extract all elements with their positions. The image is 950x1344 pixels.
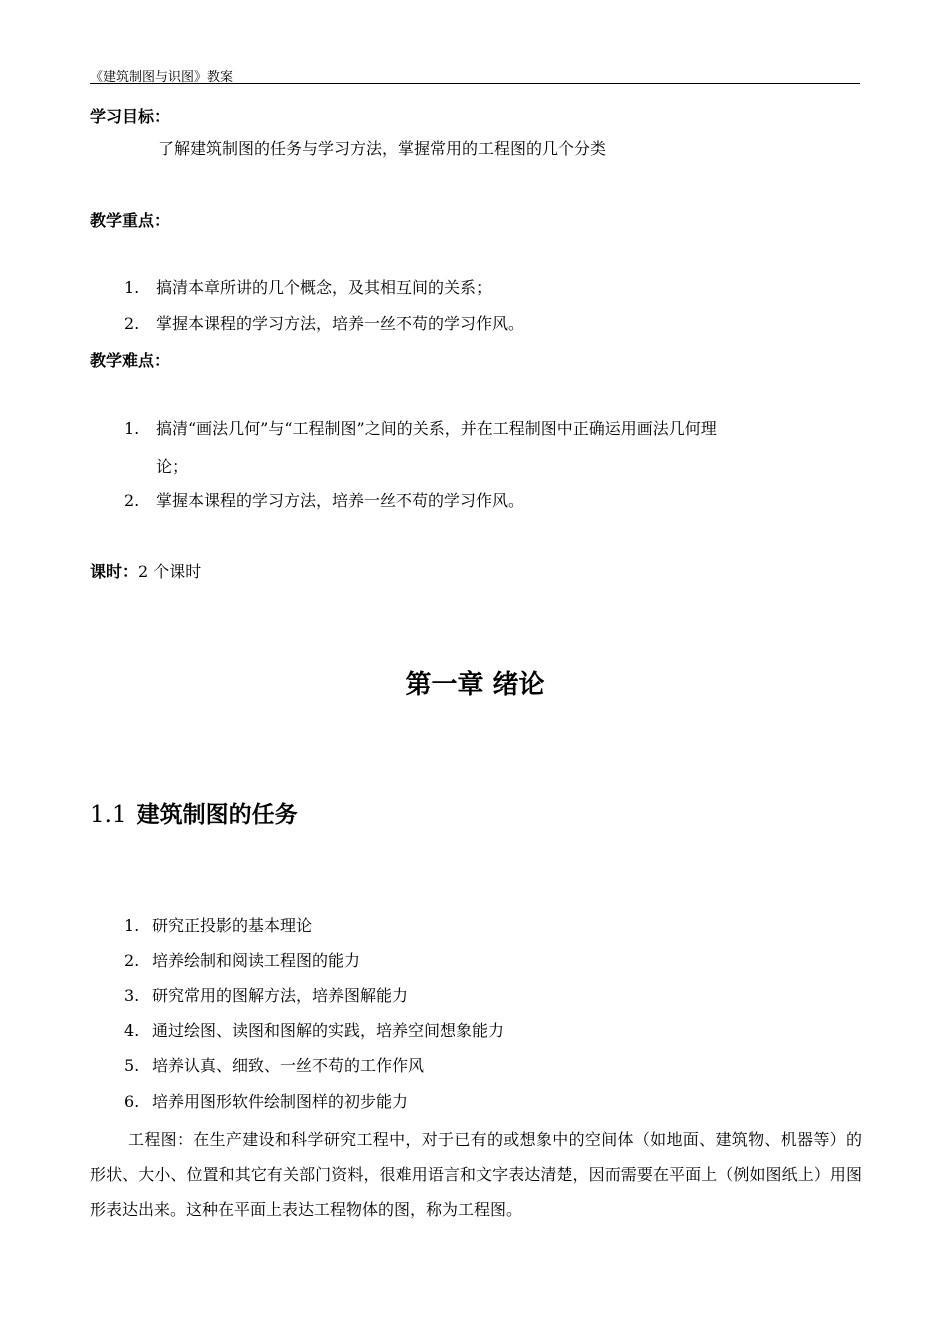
key-point-number: 2. bbox=[124, 314, 140, 333]
task-item bbox=[124, 913, 312, 936]
task-item bbox=[124, 1053, 424, 1076]
difficulty-text: 搞清“画法几何”与“工程制图”之间的关系，并在工程制图中正确运用画法几何理 bbox=[156, 419, 717, 438]
chapter-title: 第一章 绪论 bbox=[405, 670, 545, 700]
section-number: 1.1 bbox=[90, 802, 127, 828]
task-text: 研究正投影的基本理论 bbox=[152, 916, 313, 935]
task-text: 培养绘制和阅读工程图的能力 bbox=[152, 951, 361, 970]
task-number: 1. bbox=[124, 916, 140, 935]
task-text: 培养用图形软件绘制图样的初步能力 bbox=[152, 1092, 409, 1111]
task-text: 通过绘图、读图和图解的实践，培养空间想象能力 bbox=[152, 1021, 505, 1040]
objectives-label: 学习目标： bbox=[90, 107, 171, 126]
task-number: 2. bbox=[124, 951, 140, 970]
task-number: 3. bbox=[124, 986, 140, 1005]
body-paragraph: 工程图：在生产建设和科学研究工程中，对于已有的或想象中的空间体（如地面、建筑物、机器等）的形状、大小、位置和其它有关部门资料，很难用语言和文字表达清楚，因而需要在平面上（例如图纸上）用图形表达出来。这种在平面上表达工程物体的图，称为工程图。 bbox=[90, 1130, 862, 1219]
class-hours-value: 2 个课时 bbox=[138, 562, 202, 581]
key-point-text: 掌握本课程的学习方法，培养一丝不苟的学习作风。 bbox=[156, 314, 525, 333]
difficulty-item bbox=[124, 488, 524, 511]
key-points-label: 教学重点： bbox=[90, 211, 171, 230]
key-point-item bbox=[124, 275, 492, 298]
task-item bbox=[124, 1018, 504, 1041]
task-text: 培养认真、细致、一丝不苟的工作作风 bbox=[152, 1056, 425, 1075]
task-number: 5. bbox=[124, 1056, 140, 1075]
difficulty-text: 掌握本课程的学习方法，培养一丝不苟的学习作风。 bbox=[156, 491, 525, 510]
class-hours-label: 课时： bbox=[90, 562, 139, 581]
difficulty-number: 1. bbox=[124, 419, 140, 438]
task-text: 研究常用的图解方法，培养图解能力 bbox=[152, 986, 409, 1005]
key-point-item bbox=[124, 311, 524, 334]
header-divider bbox=[90, 83, 860, 84]
difficulty-number: 2. bbox=[124, 491, 140, 510]
task-number: 6. bbox=[124, 1092, 140, 1111]
task-item bbox=[124, 983, 408, 1006]
difficulty-text-continuation: 论； bbox=[156, 457, 189, 476]
key-point-text: 搞清本章所讲的几个概念，及其相互间的关系； bbox=[156, 278, 493, 297]
difficulty-item bbox=[124, 416, 717, 439]
task-item bbox=[124, 1089, 408, 1112]
difficulties-label: 教学难点： bbox=[90, 351, 171, 370]
key-point-number: 1. bbox=[124, 278, 140, 297]
section-title: 建筑制图的任务 bbox=[136, 801, 298, 828]
objectives-text: 了解建筑制图的任务与学习方法，掌握常用的工程图的几个分类 bbox=[158, 139, 607, 158]
task-number: 4. bbox=[124, 1021, 140, 1040]
page-header: 《建筑制图与识图》教案 bbox=[90, 70, 234, 85]
task-item bbox=[124, 948, 360, 971]
section-heading bbox=[90, 796, 298, 829]
class-hours bbox=[90, 559, 201, 582]
